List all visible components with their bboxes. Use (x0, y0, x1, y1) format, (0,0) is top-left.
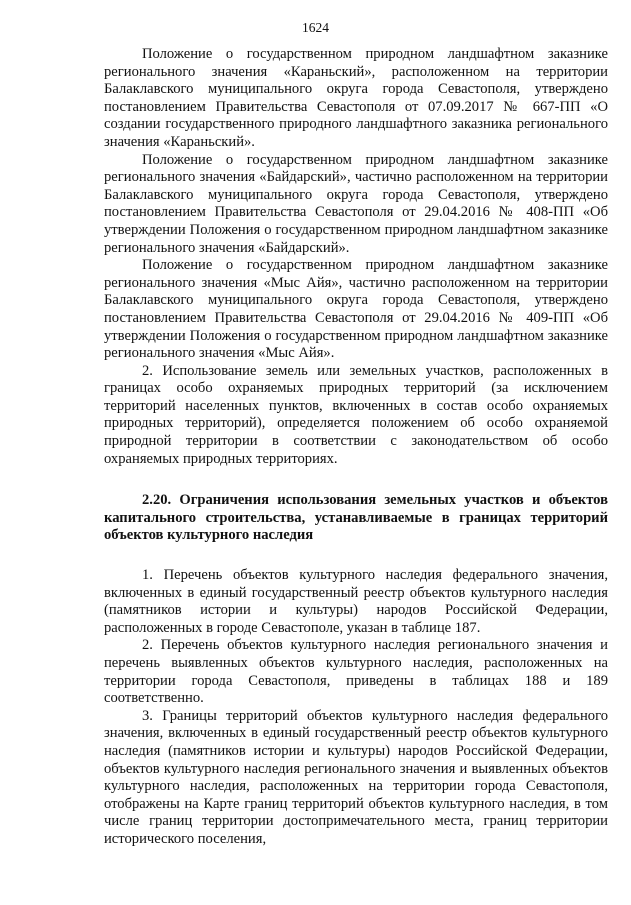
document-body (104, 46, 608, 849)
paragraph-land-use: 2. Использование земель или земельных участков, расположенных в границах особо охраняемых природных территорий (за исключением территорий населенных пунктов, включенных в состав особо охраняемых природных территорий), определяется положением об особо охраняемой природной территории в соответствии с законодательством об особо охраняемых природных территориях. (104, 362, 608, 467)
section-heading: 2.20. Ограничения использования земельных участков и объектов капитального строительства, устанавливаемые в границах территорий объектов культурного наследия (104, 492, 608, 544)
page-number: 1624 (302, 20, 329, 35)
paragraph-federal-list: 1. Перечень объектов культурного наследия федерального значения, включенных в единый государственный реестр объектов культурного наследия (памятников истории и культуры) народов Российской Федерации, расположенных в городе Севастополе, указан в таблице 187. (104, 567, 608, 636)
paragraph-mys-aya: Положение о государственном природном ландшафтном заказнике регионального значения «Мыс Айя», частично расположенном на территории Балаклавского муниципального округа города Севастополя, утверждено постановлением Правительства Севастополя от 29.04.2016 № 409-ПП «Об утверждении Положения о государственном природном ландшафтном заказнике регионального значения «Мыс Айя». (104, 257, 608, 362)
paragraph-boundaries: 3. Границы территорий объектов культурного наследия федерального значения, включенных в единый государственный реестр объектов культурного наследия (памятников истории и культуры) народов Российской Федерации, объектов культурного наследия регионального значения и выявленных объектов культурного наследия, расположенных на территории города Севастополя, отображены на Карте границ территорий объектов культурного наследия, в том числе границ территории достопримечательного места, границ территории исторического поселения, (104, 707, 608, 847)
paragraph-karansky: Положение о государственном природном ландшафтном заказнике регионального значения «Караньский», расположенном на территории Балаклавского муниципального округа города Севастополя, утверждено постановлением Правительства Севастополя от 07.09.2017 № 667-ПП «О создании государственного природного ландшафтного заказника регионального значения «Караньский». (104, 46, 608, 150)
paragraph-baydarsky: Положение о государственном природном ландшафтном заказнике регионального значения «Байдарский», частично расположенном на территории Балаклавского муниципального округа города Севастополя, утверждено постановлением Правительства Севастополя от 29.04.2016 № 408-ПП «Об утверждении Положения о государственном природном ландшафтном заказнике регионального значения «Байдарский». (104, 151, 608, 256)
paragraph-regional-list: 2. Перечень объектов культурного наследия регионального значения и перечень выявленных объектов культурного наследия, расположенных на территории города Севастополя, приведены в таблицах 188 и 189 соответственно. (104, 637, 608, 707)
